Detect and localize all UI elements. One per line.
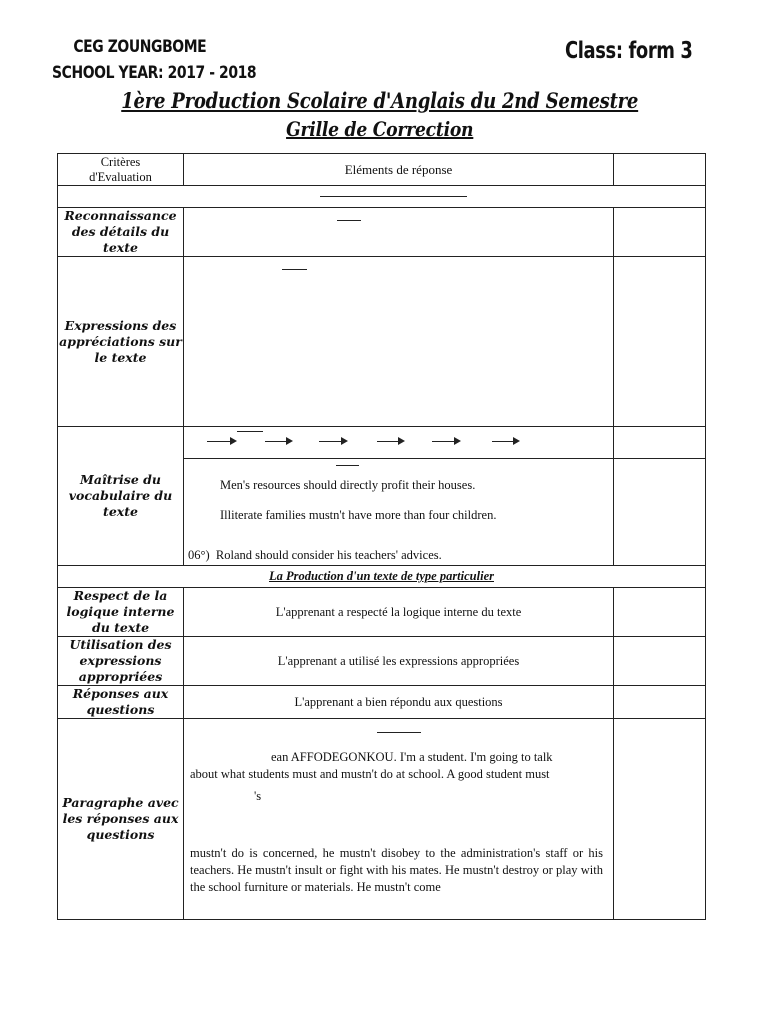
school-name: CEG ZOUNGBOME xyxy=(73,37,207,57)
header-row xyxy=(58,154,706,186)
school-year: SCHOOL YEAR: 2017 - 2018 xyxy=(52,63,257,83)
arrow-icon xyxy=(377,441,403,442)
arrow-icon xyxy=(319,441,346,442)
arrow-icon xyxy=(207,441,235,442)
table-row xyxy=(58,208,706,257)
criterion-utilisation: Utilisation des expressions appropriées xyxy=(58,637,184,686)
answer-respect: L'apprenant a respecté la logique interne du texte xyxy=(184,588,614,637)
school-header xyxy=(52,34,256,86)
correction-grid xyxy=(57,153,706,920)
section-banner-row xyxy=(58,566,706,588)
criterion-respect: Respect de la logique interne du texte xyxy=(58,588,184,637)
page-subtitle: Grille de Correction xyxy=(286,117,474,141)
table-row xyxy=(58,686,706,719)
arrow-icon xyxy=(265,441,291,442)
answer-line: Illiterate families mustn't have more than four children. xyxy=(220,508,497,522)
score-header xyxy=(614,154,706,186)
blank-line xyxy=(282,269,307,270)
spacer-row xyxy=(58,186,706,208)
table-row xyxy=(58,588,706,637)
answer-utilisation: L'apprenant a utilisé les expressions appropriées xyxy=(184,637,614,686)
criterion-reponses: Réponses aux questions xyxy=(58,686,184,719)
answer-line: Men's resources should directly profit their houses. xyxy=(220,478,476,492)
vocabulary-answers xyxy=(184,459,613,530)
criterion-reconnaissance: Reconnaissance des détails du texte xyxy=(58,208,184,257)
blank-line xyxy=(337,220,361,221)
criterion-maitrise: Maîtrise du vocabulaire du texte xyxy=(58,427,184,566)
table-row xyxy=(58,719,706,920)
class-label: Class: form 3 xyxy=(565,38,693,64)
criteria-header: Critères d'Evaluation xyxy=(58,154,184,186)
answer-item-06: 06°) Roland should consider his teachers' advices. xyxy=(188,548,442,562)
model-paragraph: ean AFFODEGONKOU. I'm a student. I'm going to talk about what students must and mustn't do at school. A good student must 's mustn't do is concerned, he mustn't disobey to the administration's staff or his teachers. He mustn't insult or fight with his mates. He mustn't destroy or play with the school furniture or materials. He mustn't come xyxy=(190,750,603,894)
arrow-icon xyxy=(432,441,459,442)
table-row xyxy=(58,427,706,459)
answer-reponses: L'apprenant a bien répondu aux questions xyxy=(184,686,614,719)
arrow-row xyxy=(184,430,613,456)
answers-header: Eléments de réponse xyxy=(184,154,614,186)
criterion-expressions: Expressions des appréciations sur le texte xyxy=(58,257,184,427)
criterion-paragraphe: Paragraphe avec les réponses aux questions xyxy=(58,719,184,920)
table-row xyxy=(58,257,706,427)
page-title: 1ère Production Scolaire d'Anglais du 2nd Semestre xyxy=(121,88,639,113)
table-row xyxy=(58,637,706,686)
arrow-icon xyxy=(492,441,518,442)
section-banner: La Production d'un texte de type particulier xyxy=(58,566,706,588)
title-underline xyxy=(320,196,467,197)
